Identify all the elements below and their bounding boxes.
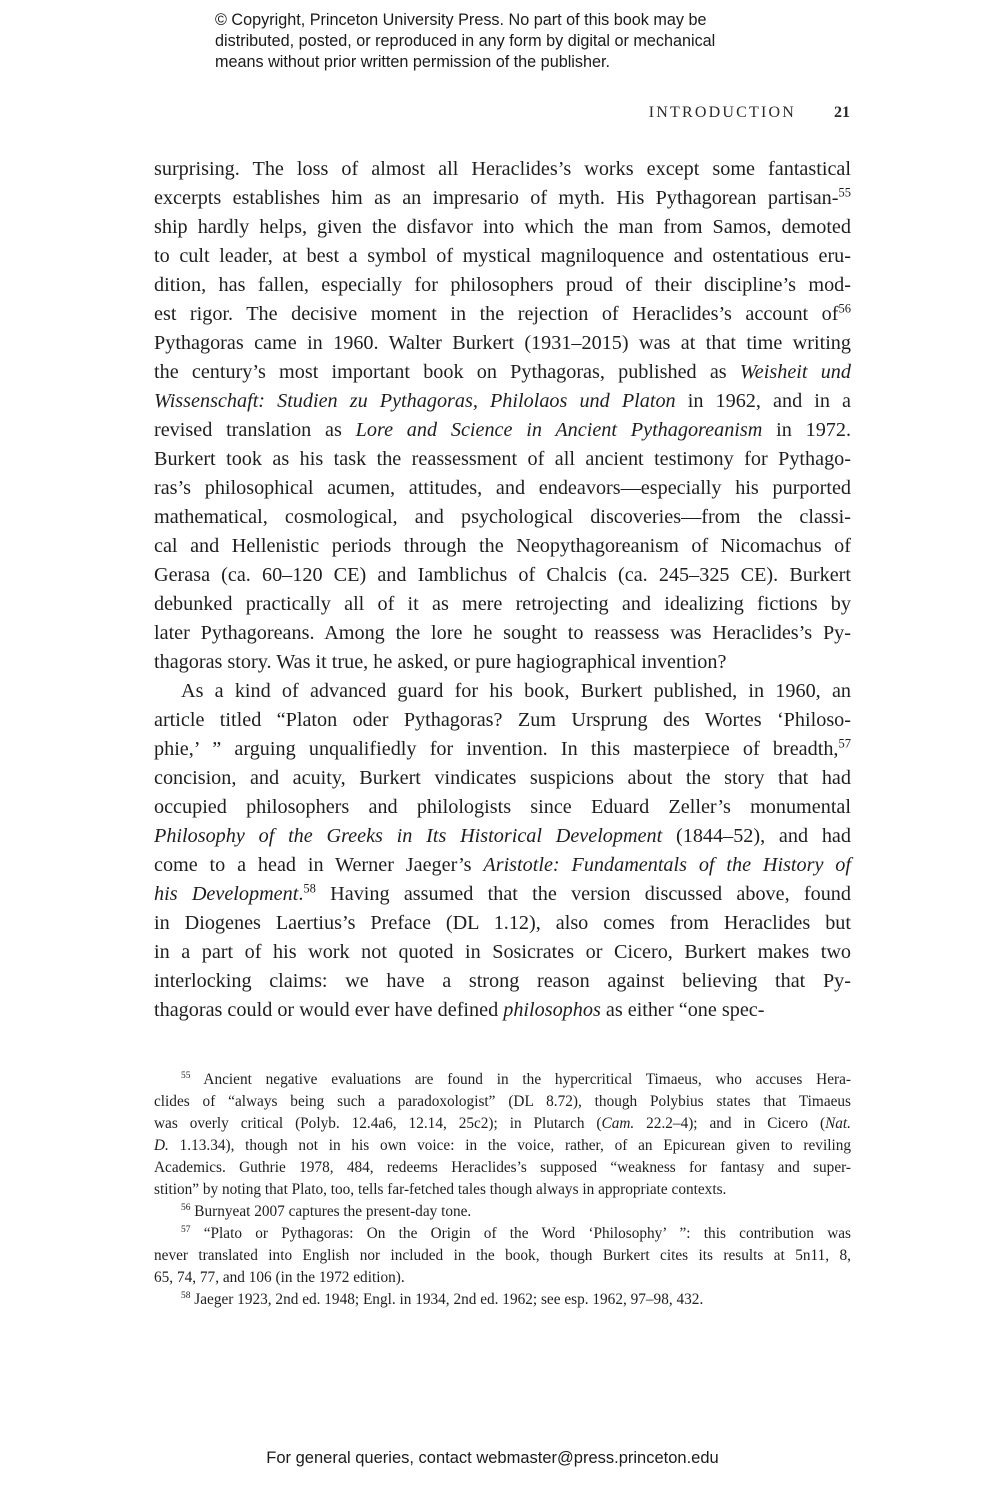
text-run: . <box>298 883 304 905</box>
text-run: surprising. The loss of almost all Heraclides’s works except some fantastical <box>154 158 851 180</box>
text-run: stition” by noting that Plato, too, tells far-fetched tales though always in appropriate contexts. <box>154 1181 727 1198</box>
italic-title: Aristotle: Fundamentals of the History of <box>483 854 851 876</box>
text-line <box>154 242 851 271</box>
text-run: the century’s most important book on Pythagoras, published as <box>154 361 740 383</box>
text-line <box>154 532 851 561</box>
italic-title: Lore and Science in Ancient Pythagoreanism <box>355 419 763 441</box>
italic-title: Cam. <box>601 1115 635 1132</box>
text-run: thagoras could or would ever have defined <box>154 999 504 1021</box>
text-run: clides of “always being such a paradoxologist” (DL 8.72), though Polybius states that Timaeus <box>154 1093 851 1110</box>
text-line <box>154 590 851 619</box>
footnote-57 <box>154 1223 851 1289</box>
text-line <box>154 416 851 445</box>
text-line <box>154 822 851 851</box>
text-run: in 1972. <box>762 419 852 441</box>
italic-title: Wissenschaft: Studien zu Pythagoras, Philolaos und Platon <box>154 390 676 412</box>
copyright-notice <box>215 10 815 73</box>
text-line <box>154 1069 851 1091</box>
text-line <box>154 938 851 967</box>
text-run: to cult leader, at best a symbol of mystical magniloquence and ostentatious eru- <box>154 245 851 267</box>
text-run: in Diogenes Laertius’s Preface (DL 1.12), also comes from Heraclides but <box>154 912 851 934</box>
text-line <box>154 677 851 706</box>
text-line <box>154 1157 851 1179</box>
copyright-line: © Copyright, Princeton University Press. No part of this book may be <box>215 11 707 29</box>
text-run: as either “one spec- <box>600 999 765 1021</box>
text-line <box>154 445 851 474</box>
note-marker: 58 <box>181 1291 191 1302</box>
copyright-line: means without prior written permission of the publisher. <box>215 53 610 71</box>
text-line <box>154 1113 851 1135</box>
text-run: in a part of his work not quoted in Sosicrates or Cicero, Burkert makes two <box>154 941 851 963</box>
note-marker: 56 <box>181 1203 191 1214</box>
text-run: Gerasa (ca. 60–120 CE) and Iamblichus of Chalcis (ca. 245–325 CE). Burkert <box>154 564 851 586</box>
note-marker: 57 <box>181 1225 191 1236</box>
text-run: 1.13.34), though not in his own voice: in the voice, rather, of an Epicurean given to reviling <box>168 1137 851 1154</box>
text-run: cal and Hellenistic periods through the Neopythagoreanism of Nicomachus of <box>154 535 851 557</box>
text-line <box>154 300 851 329</box>
text-run: Academics. Guthrie 1978, 484, redeems Heraclides’s supposed “weakness for fantasy and super- <box>154 1159 851 1176</box>
footnote-58 <box>154 1289 851 1311</box>
body-text <box>154 155 851 1025</box>
text-line <box>154 648 851 677</box>
footnote-56 <box>154 1201 851 1223</box>
text-line <box>154 880 851 909</box>
text-run: come to a head in Werner Jaeger’s <box>154 854 484 876</box>
text-line <box>154 706 851 735</box>
text-run: In this masterpiece of breadth, <box>547 738 839 760</box>
text-line <box>154 387 851 416</box>
text-run: ras’s philosophical acumen, attitudes, and endeavors—especially his purported <box>154 477 851 499</box>
text-run: interlocking claims: we have a strong reason against believing that Py- <box>154 970 851 992</box>
text-run: Jaeger 1923, 2nd ed. 1948; Engl. in 1934, 2nd ed. 1962; see esp. 1962, 97–98, 432. <box>190 1291 704 1308</box>
text-line <box>154 851 851 880</box>
italic-title: Weisheit und <box>739 361 851 383</box>
running-head-title: INTRODUCTION <box>648 104 796 121</box>
text-line <box>154 474 851 503</box>
text-run: Pythagoras came in 1960. Walter Burkert (1931–2015) was at that time writing <box>154 332 851 354</box>
text-run: “Plato or Pythagoras: On the Origin of the Word ‘Philosophy’ ”: this contribution was <box>190 1225 851 1242</box>
text-run: excerpts establishes him as an impresario of myth. <box>154 187 605 209</box>
text-run: Having assumed that the version discussed above, found <box>315 883 851 905</box>
text-line <box>154 967 851 996</box>
text-run: later Pythagoreans. Among the lore he sought to reassess was Heraclides’s Py- <box>154 622 851 644</box>
italic-title: philosophos <box>503 999 601 1021</box>
italic-title: Philosophy of the Greeks in Its Historical Development <box>154 825 663 847</box>
text-run: ship hardly helps, given the disfavor into which the man from Samos, demoted <box>154 216 851 238</box>
text-run: Burkert took as his task the reassessment of all ancient testimony for Pythago- <box>154 448 851 470</box>
text-run: est rigor. <box>154 303 234 325</box>
text-run: Ancient negative evaluations are found in the hypercritical Timaeus, who accuses Hera- <box>190 1071 851 1088</box>
text-line <box>154 1091 851 1113</box>
text-run: phie,’ ” arguing unqualifiedly for invention. <box>154 738 548 760</box>
text-run: dition, has fallen, especially for philosophers proud of their discipline’s mod- <box>154 274 851 296</box>
text-line <box>154 764 851 793</box>
text-run: Burnyeat 2007 captures the present-day tone. <box>190 1203 472 1220</box>
text-line <box>154 561 851 590</box>
paragraph <box>154 677 851 1025</box>
italic-title: Nat. <box>825 1115 851 1132</box>
text-run: The decisive moment in the rejection of Heraclides’s account of <box>233 303 839 325</box>
text-run: (1844–52), and had <box>662 825 851 847</box>
text-run: occupied philosophers and philologists since Eduard Zeller’s monumental <box>154 796 851 818</box>
note-marker: 55 <box>838 185 851 200</box>
text-line <box>154 271 851 300</box>
note-marker: 56 <box>838 301 851 316</box>
text-line <box>154 1135 851 1157</box>
paragraph <box>154 155 851 677</box>
text-run: As a kind of advanced guard for his book, Burkert published, in 1960, an <box>181 680 851 702</box>
footnotes <box>154 1069 851 1311</box>
note-marker: 58 <box>303 881 316 896</box>
text-line <box>154 1201 851 1223</box>
text-run: in 1962, and in a <box>675 390 852 412</box>
text-run: revised translation as <box>154 419 356 441</box>
italic-title: his Development <box>154 883 299 905</box>
text-run: article titled “Platon oder Pythagoras? Zum Ursprung des Wortes ‘Philoso- <box>154 709 851 731</box>
text-line <box>154 793 851 822</box>
text-line <box>154 996 851 1025</box>
text-line <box>154 1289 851 1311</box>
note-marker: 57 <box>838 736 851 751</box>
text-line <box>154 1267 851 1289</box>
page-number: 21 <box>834 104 850 121</box>
copyright-line: distributed, posted, or reproduced in any form by digital or mechanical <box>215 32 716 50</box>
text-line <box>154 213 851 242</box>
text-run: concision, and acuity, Burkert vindicates suspicions about the story that had <box>154 767 851 789</box>
text-line <box>154 358 851 387</box>
text-run: was overly critical (Polyb. 12.4a6, 12.14, 25c2); in Plutarch ( <box>154 1115 602 1132</box>
running-head <box>649 104 850 122</box>
text-line <box>154 909 851 938</box>
text-run: 65, 74, 77, and 106 (in the 1972 edition). <box>154 1269 405 1286</box>
text-line <box>154 735 851 764</box>
text-line <box>154 184 851 213</box>
text-run: mathematical, cosmological, and psychological discoveries—from the classi- <box>154 506 851 528</box>
text-line <box>154 1179 851 1201</box>
footer-contact: For general queries, contact webmaster@press.princeton.edu <box>266 1449 719 1467</box>
text-line <box>154 1223 851 1245</box>
text-run: never translated into English nor included in the book, though Burkert cites its results at 5n11, 8, <box>154 1247 851 1264</box>
text-line <box>154 329 851 358</box>
text-run: 22.2–4); and in Cicero ( <box>634 1115 826 1132</box>
text-line <box>154 1245 851 1267</box>
text-line <box>154 503 851 532</box>
note-marker: 55 <box>181 1071 191 1082</box>
text-line <box>154 619 851 648</box>
text-run: thagoras story. Was it true, he asked, or pure hagiographical invention? <box>154 651 727 673</box>
text-run: His Pythagorean partisan- <box>604 187 839 209</box>
footnote-55 <box>154 1069 851 1201</box>
italic-title: D. <box>154 1137 169 1154</box>
text-run: debunked practically all of it as mere retrojecting and idealizing fictions by <box>154 593 851 615</box>
text-line <box>154 155 851 184</box>
